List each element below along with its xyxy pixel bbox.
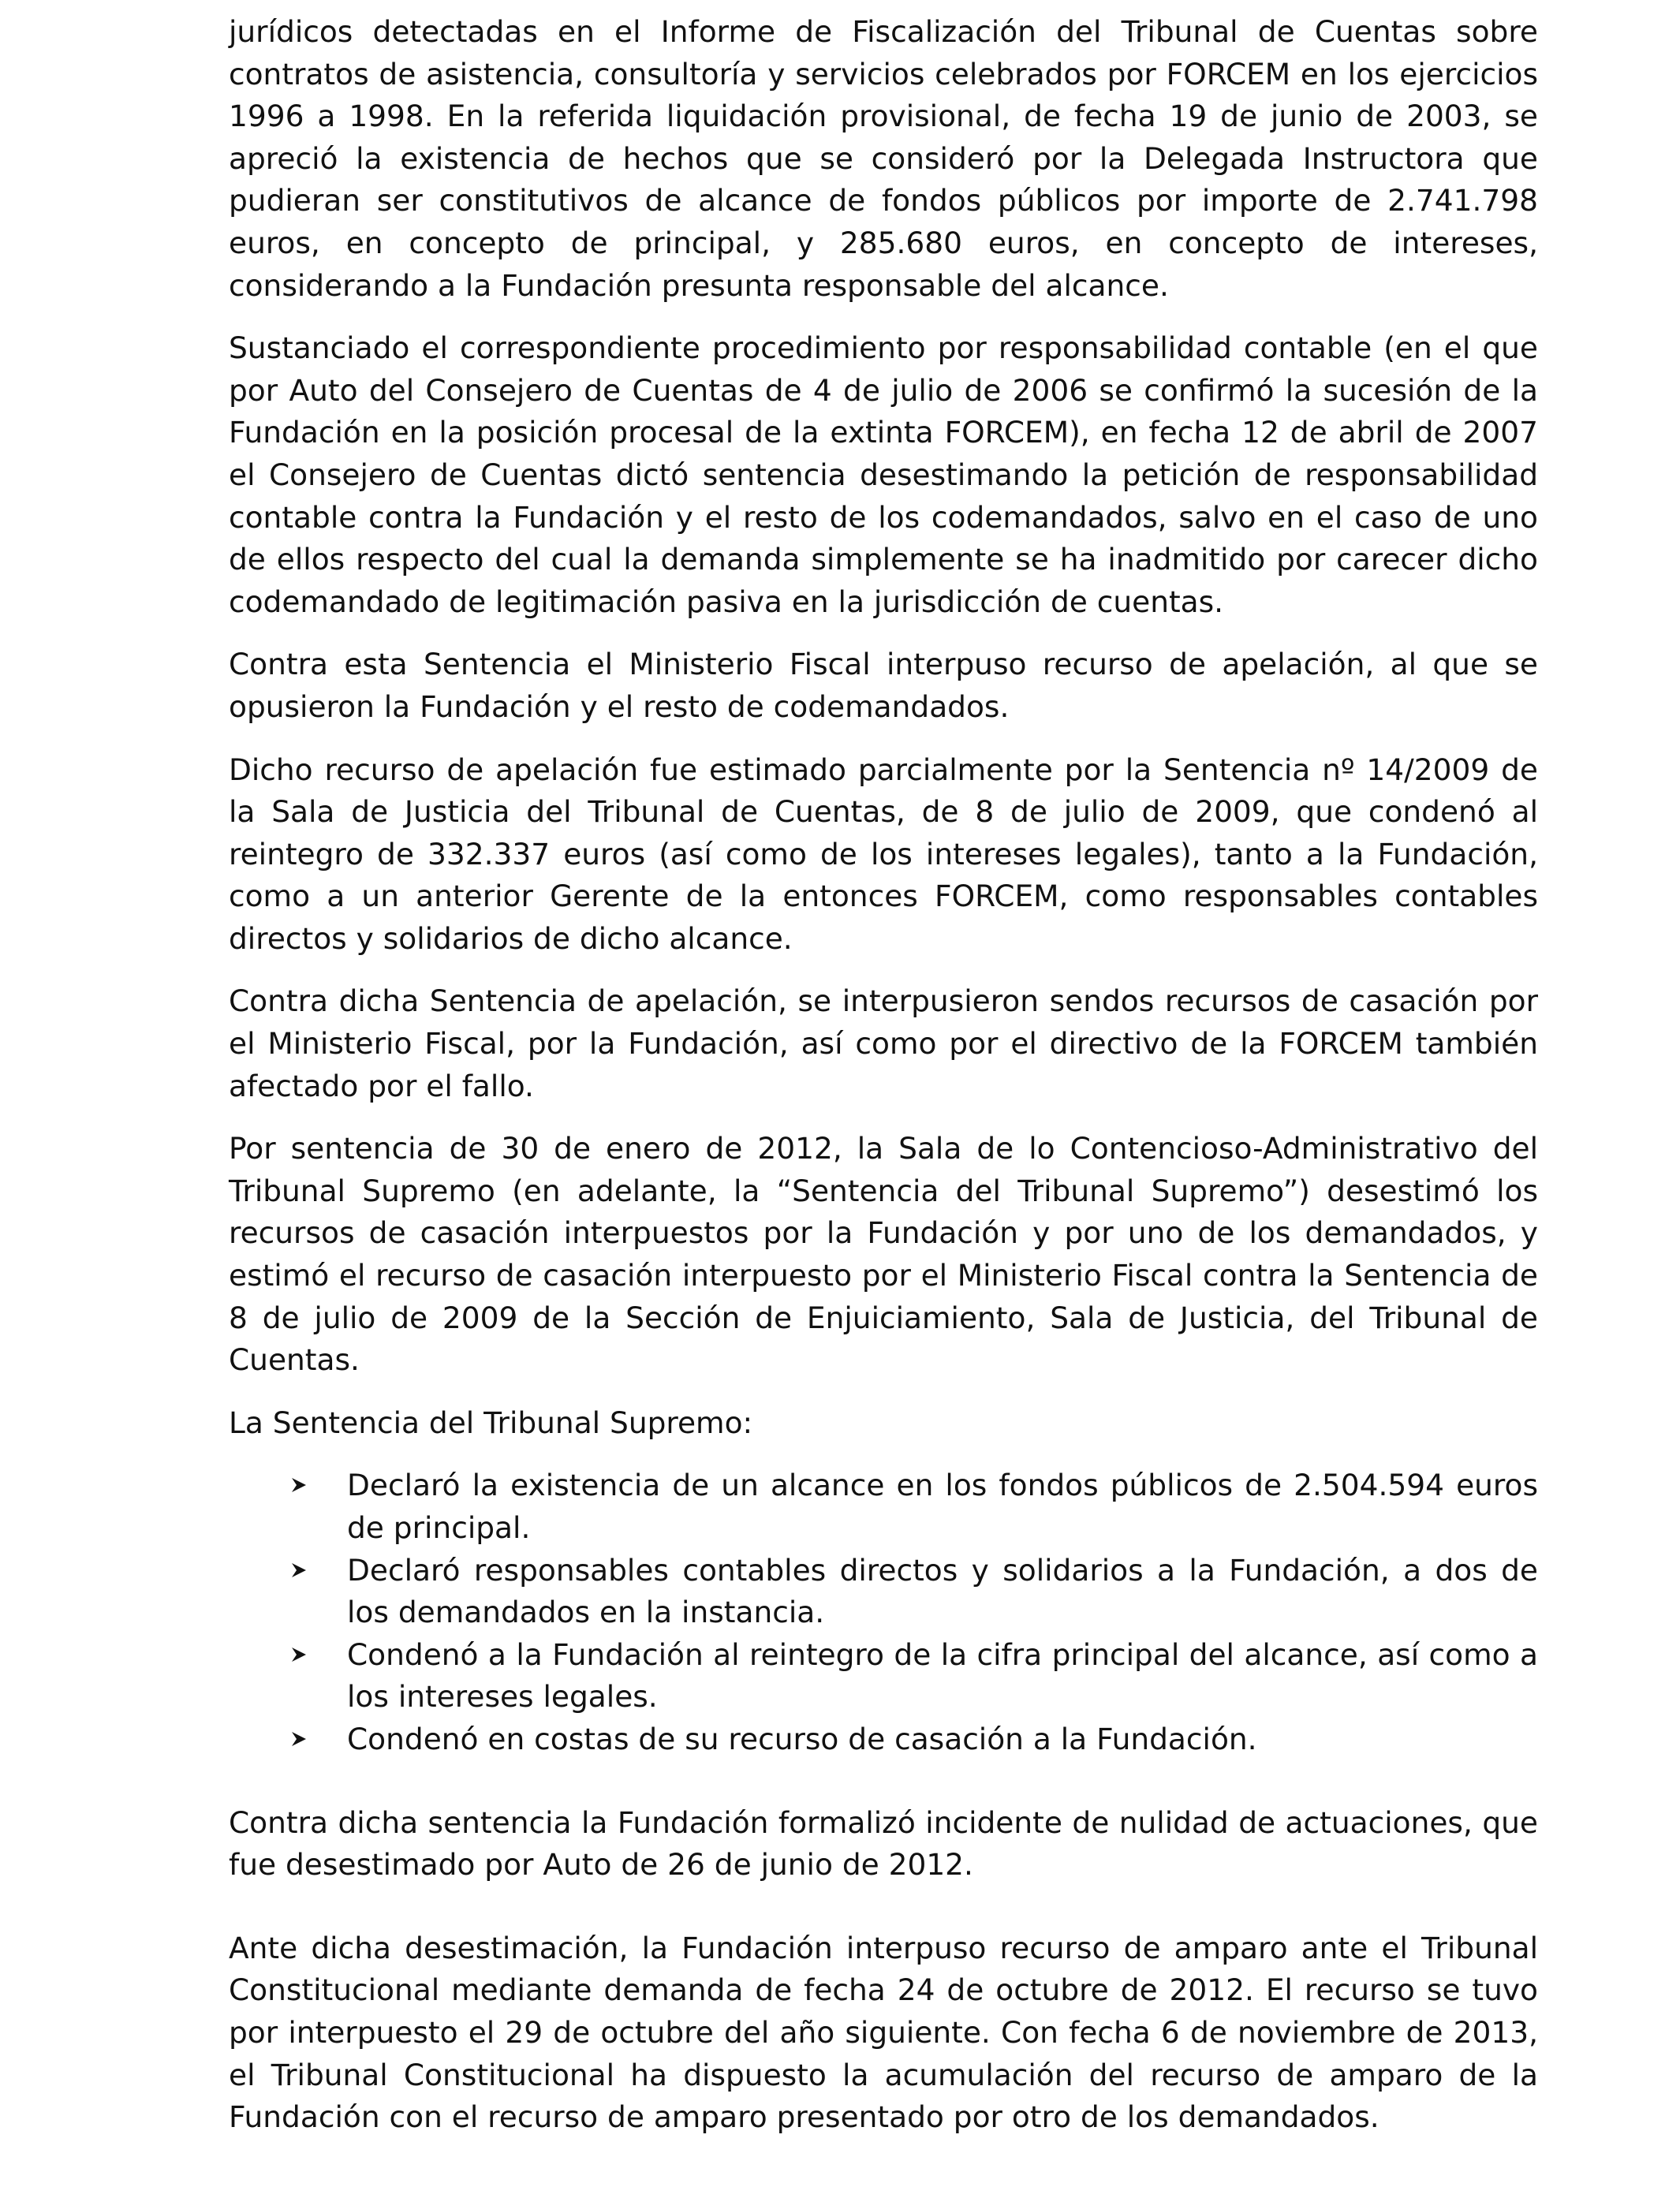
bullet-text: Condenó a la Fundación al reintegro de la cifra principal del alcance, así como a los intereses legales. [347,1636,1538,1715]
paragraph-incidente-nulidad: Contra dicha sentencia la Fundación formalizó incidente de nulidad de actuaciones, que fue desestimado por Auto de 26 de junio de 2012. [229,1804,1538,1883]
paragraph-procedimiento: Sustanciado el correspondiente procedimiento por responsabilidad contable (en el que por Auto del Consejero de Cuentas de 4 de julio de 2006 se confirmó la sucesión de la Fundación en la posición procesal de la extinta FORCEM), en fecha 12 de abril de 2007 el Consejero de Cuentas dictó sentencia desestimando la petición de responsabilidad contable contra la Fundación y el resto de los codemandados, salvo en el caso de uno de ellos respecto del cual la demanda simplemente se ha inadmitido por carecer dicho codemandado de legitimación pasiva en la jurisdicción de cuentas. [229,330,1538,619]
list-item [229,1465,1538,1549]
paragraph-sentencia-tribunal-supremo: Por sentencia de 30 de enero de 2012, la Sala de lo Contencioso-Administrativo del Tribunal Supremo (en adelante, la “Sentencia del Tribunal Supremo”) desestimó los recursos de casación interpuestos por la Fundación y por uno de los demandados, y estimó el recurso de casación interpuesto por el Ministerio Fiscal contra la Sentencia de 8 de julio de 2009 de la Sección de Enjuiciamiento, Sala de Justicia, del Tribunal de Cuentas. [229,1131,1538,1378]
paragraph-informe-fiscalizacion: jurídicos detectadas en el Informe de Fiscalización del Tribunal de Cuentas sobre contratos de asistencia, consultoría y servicios celebrados por FORCEM en los ejercicios 1996 a 1998. En la referida liquidación provisional, de fecha 19 de junio de 2003, se apreció la existencia de hechos que se consideró por la Delegada Instructora que pudieran ser constitutivos de alcance de fondos públicos por importe de 2.741.798 euros, en concepto de principal, y 285.680 euros, en concepto de intereses, considerando a la Fundación presunta responsable del alcance. [229,14,1538,303]
arrowhead-icon [290,1634,314,1677]
arrowhead-icon [290,1718,314,1761]
paragraph-recurso-apelacion: Contra esta Sentencia el Ministerio Fiscal interpuso recurso de apelación, al que se opusieron la Fundación y el resto de codemandados. [229,647,1538,724]
list-item [229,1550,1538,1634]
list-item [229,1718,1538,1761]
bullet-text: Condenó en costas de su recurso de casación a la Fundación. [347,1721,1257,1756]
arrowhead-icon [290,1465,314,1507]
paragraph-bullet-intro: La Sentencia del Tribunal Supremo: [229,1405,753,1440]
paragraph-recursos-casacion: Contra dicha Sentencia de apelación, se interpusieron sendos recursos de casación por el Ministerio Fiscal, por la Fundación, así como por el directivo de la FORCEM también afectado por el fallo. [229,983,1538,1103]
sentencia-bullet-list [229,1465,1538,1760]
arrowhead-icon [290,1550,314,1592]
list-item [229,1634,1538,1718]
bullet-text: Declaró responsables contables directos y solidarios a la Fundación, a dos de los demandados en la instancia. [347,1552,1538,1630]
paragraph-sentencia-14-2009: Dicho recurso de apelación fue estimado parcialmente por la Sentencia nº 14/2009 de la Sala de Justicia del Tribunal de Cuentas, de 8 de julio de 2009, que condenó al reintegro de 332.337 euros (así como de los intereses legales), tanto a la Fundación, como a un anterior Gerente de la entonces FORCEM, como responsables contables directos y solidarios de dicho alcance. [229,752,1538,956]
paragraph-recurso-amparo: Ante dicha desestimación, la Fundación interpuso recurso de amparo ante el Tribunal Constitucional mediante demanda de fecha 24 de octubre de 2012. El recurso se tuvo por interpuesto el 29 de octubre del año siguiente. Con fecha 6 de noviembre de 2013, el Tribunal Constitucional ha dispuesto la acumulación del recurso de amparo de la Fundación con el recurso de amparo presentado por otro de los demandados. [229,1930,1538,2135]
document-page [229,11,1538,2159]
bullet-text: Declaró la existencia de un alcance en los fondos públicos de 2.504.594 euros de principal. [347,1468,1538,1545]
